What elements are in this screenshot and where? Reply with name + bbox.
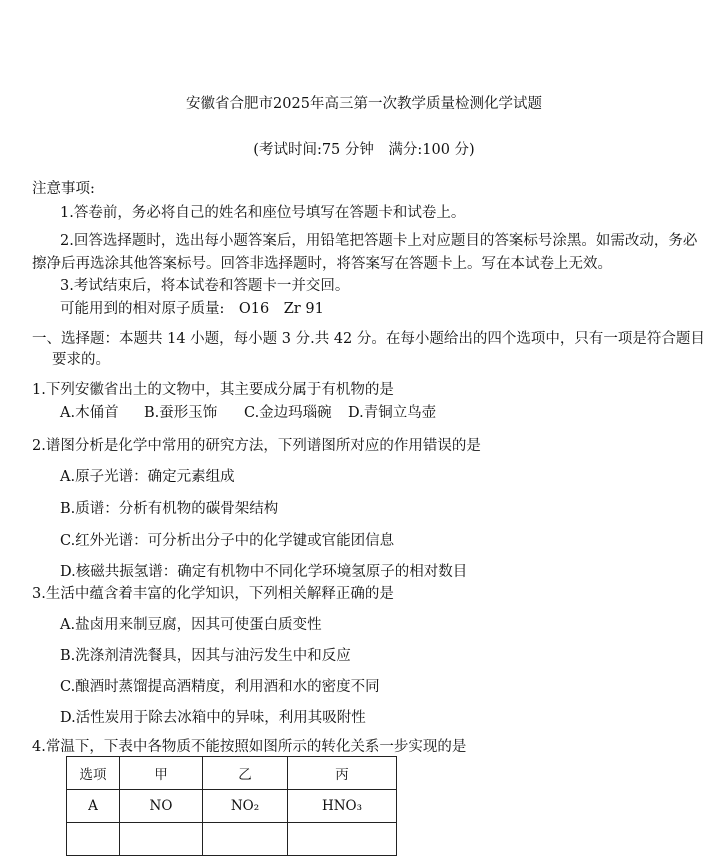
note-item: 擦净后再选涂其他答案标号。回答非选择题时，将答案写在答题卡上。写在本试卷上无效。 — [32, 256, 612, 272]
option: C.酿酒时蒸馏提高酒精度，利用酒和水的密度不同 — [60, 679, 380, 695]
question-stem: 3.生活中蕴含着丰富的化学知识，下列相关解释正确的是 — [32, 586, 394, 602]
question-stem: 2.谱图分析是化学中常用的研究方法，下列谱图所对应的作用错误的是 — [32, 438, 481, 454]
note-item: 2.回答选择题时，选出每小题答案后，用铅笔把答题卡上对应题目的答案标号涂黑。如需改动，务必 — [60, 233, 698, 249]
table-header-cell: 丙 — [288, 757, 397, 790]
option: A.木俑首 — [60, 405, 119, 421]
option: A.盐卤用来制豆腐，因其可使蛋白质变性 — [60, 617, 322, 633]
question-options — [60, 403, 436, 423]
option: D.青铜立鸟壶 — [348, 405, 437, 421]
table-header-cell: 甲 — [120, 757, 203, 790]
option: B.质谱：分析有机物的碳骨架结构 — [60, 501, 279, 517]
option: B.蚕形玉饰 — [144, 405, 218, 421]
table-header-row — [67, 757, 397, 790]
table-cell: NO₂ — [203, 790, 288, 823]
table-cell — [288, 823, 397, 856]
option: C.金边玛瑙碗 — [244, 405, 332, 421]
table-cell: NO — [120, 790, 203, 823]
notes-heading: 注意事项: — [32, 181, 95, 197]
note-item: 1.答卷前，务必将自己的姓名和座位号填写在答题卡和试卷上。 — [60, 205, 466, 221]
table-cell — [203, 823, 288, 856]
section-heading: 一、选择题：本题共 14 小题，每小题 3 分.共 42 分。在每小题给出的四个选项中，只有一项是符合题目 — [32, 331, 705, 347]
table-cell: A — [67, 790, 120, 823]
page-title: 安徽省合肥市2025年高三第一次教学质量检测化学试题 — [186, 96, 542, 112]
option: C.红外光谱：可分析出分子中的化学键或官能团信息 — [60, 533, 395, 549]
note-item: 3.考试结束后，将本试卷和答题卡一并交回。 — [60, 278, 350, 294]
question-stem: 4.常温下，下表中各物质不能按照如图所示的转化关系一步实现的是 — [32, 739, 467, 755]
table-row — [67, 790, 397, 823]
table-header-cell: 乙 — [203, 757, 288, 790]
atomic-mass-note: 可能用到的相对原子质量: O16 Zr 91 — [60, 301, 324, 317]
table-cell — [120, 823, 203, 856]
option: D.活性炭用于除去冰箱中的异味，利用其吸附性 — [60, 710, 366, 726]
question-stem: 1.下列安徽省出土的文物中，其主要成分属于有机物的是 — [32, 382, 394, 398]
answer-table — [66, 756, 397, 856]
table-header-cell: 选项 — [67, 757, 120, 790]
exam-subtitle: (考试时间:75 分钟 满分:100 分) — [253, 142, 475, 158]
option: B.洗涤剂清洗餐具，因其与油污发生中和反应 — [60, 648, 351, 664]
option: D.核磁共振氢谱：确定有机物中不同化学环境氢原子的相对数目 — [60, 564, 468, 580]
section-heading-cont: 要求的。 — [52, 352, 110, 368]
option: A.原子光谱：确定元素组成 — [60, 469, 235, 485]
table-row — [67, 823, 397, 856]
table-cell: HNO₃ — [288, 790, 397, 823]
table-cell — [67, 823, 120, 856]
